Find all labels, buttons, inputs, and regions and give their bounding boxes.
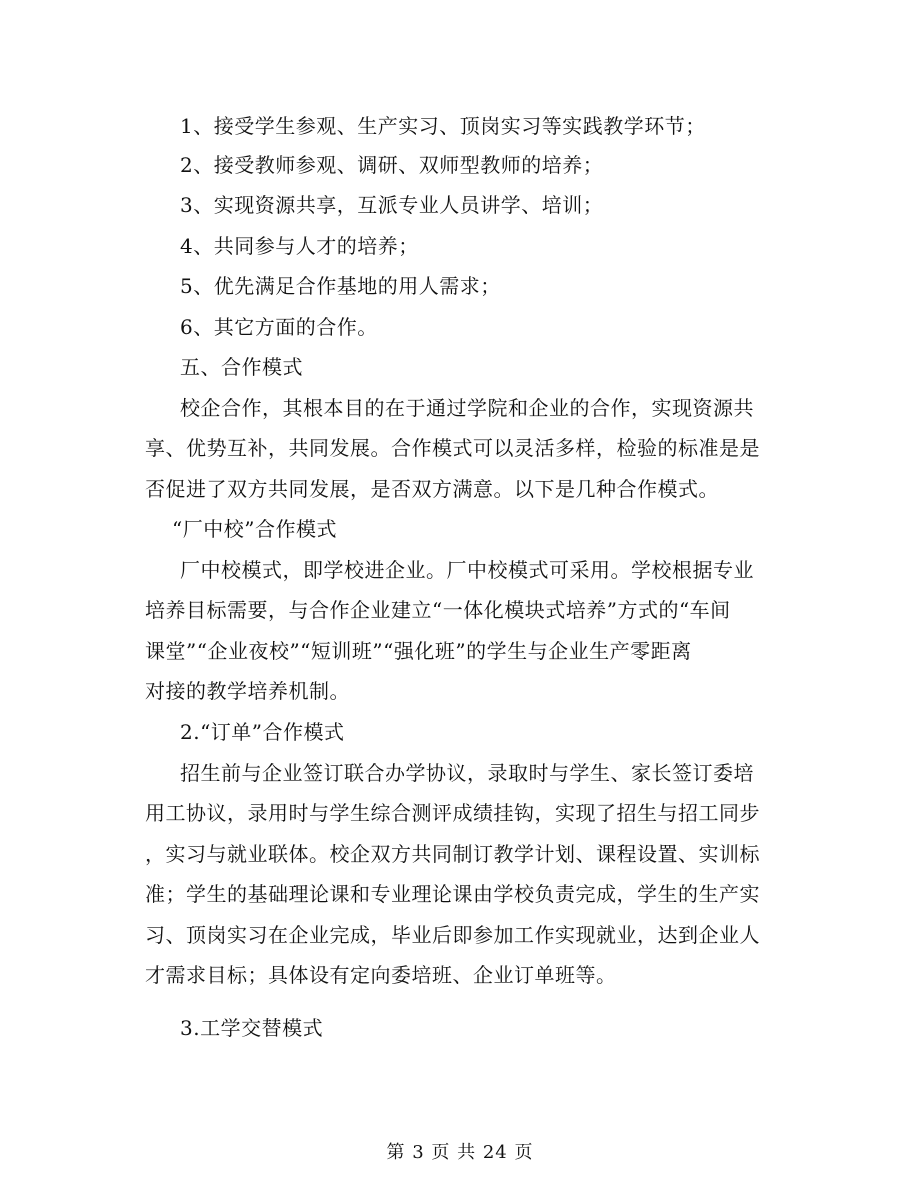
paragraph-line: 课堂”“企业夜校”“短训班”“强化班”的学生与企业生产零距离 [145, 639, 692, 663]
paragraph-line: 习、顶岗实习在企业完成，毕业后即参加工作实现就业，达到企业人 [145, 923, 760, 947]
subsection-heading: 3.工学交替模式 [180, 1016, 324, 1040]
paragraph-line: 准；学生的基础理论课和专业理论课由学校负责完成，学生的生产实 [145, 882, 760, 906]
list-item: 5、优先满足合作基地的用人需求； [180, 274, 501, 298]
paragraph-line: 厂中校模式，即学校进企业。厂中校模式可采用。学校根据专业 [180, 558, 754, 582]
section-heading: 五、合作模式 [180, 355, 303, 379]
paragraph-line: 招生前与企业签订联合办学协议，录取时与学生、家长签订委培 [180, 761, 754, 785]
page-footer: 第 3 页 共 24 页 [386, 1142, 534, 1163]
paragraph-line: 否促进了双方共同发展，是否双方满意。以下是几种合作模式。 [145, 477, 719, 501]
list-item: 1、接受学生参观、生产实习、顶岗实习等实践教学环节； [180, 114, 706, 138]
paragraph-line: ，实习与就业联体。校企双方共同制订教学计划、课程设置、实训标 [145, 842, 760, 866]
paragraph-line: 才需求目标；具体设有定向委培班、企业订单班等。 [145, 963, 617, 987]
paragraph-line: 享、优势互补，共同发展。合作模式可以灵活多样，检验的标准是是 [145, 436, 760, 460]
list-item: 4、共同参与人才的培养； [180, 234, 419, 258]
paragraph-line: 培养目标需要，与合作企业建立“一体化模块式培养”方式的“车间 [145, 598, 731, 622]
subsection-heading: “厂中校”合作模式 [172, 517, 337, 541]
paragraph-line: 校企合作，其根本目的在于通过学院和企业的合作，实现资源共 [180, 396, 754, 420]
list-item: 6、其它方面的合作。 [180, 315, 378, 339]
paragraph-line: 用工协议，录用时与学生综合测评成绩挂钩，实现了招生与招工同步 [145, 801, 760, 825]
paragraph-line: 对接的教学培养机制。 [145, 679, 350, 703]
subsection-heading: 2.“订单”合作模式 [180, 720, 345, 744]
list-item: 3、实现资源共享，互派专业人员讲学、培训； [180, 193, 604, 217]
list-item: 2、接受教师参观、调研、双师型教师的培养； [180, 153, 604, 177]
